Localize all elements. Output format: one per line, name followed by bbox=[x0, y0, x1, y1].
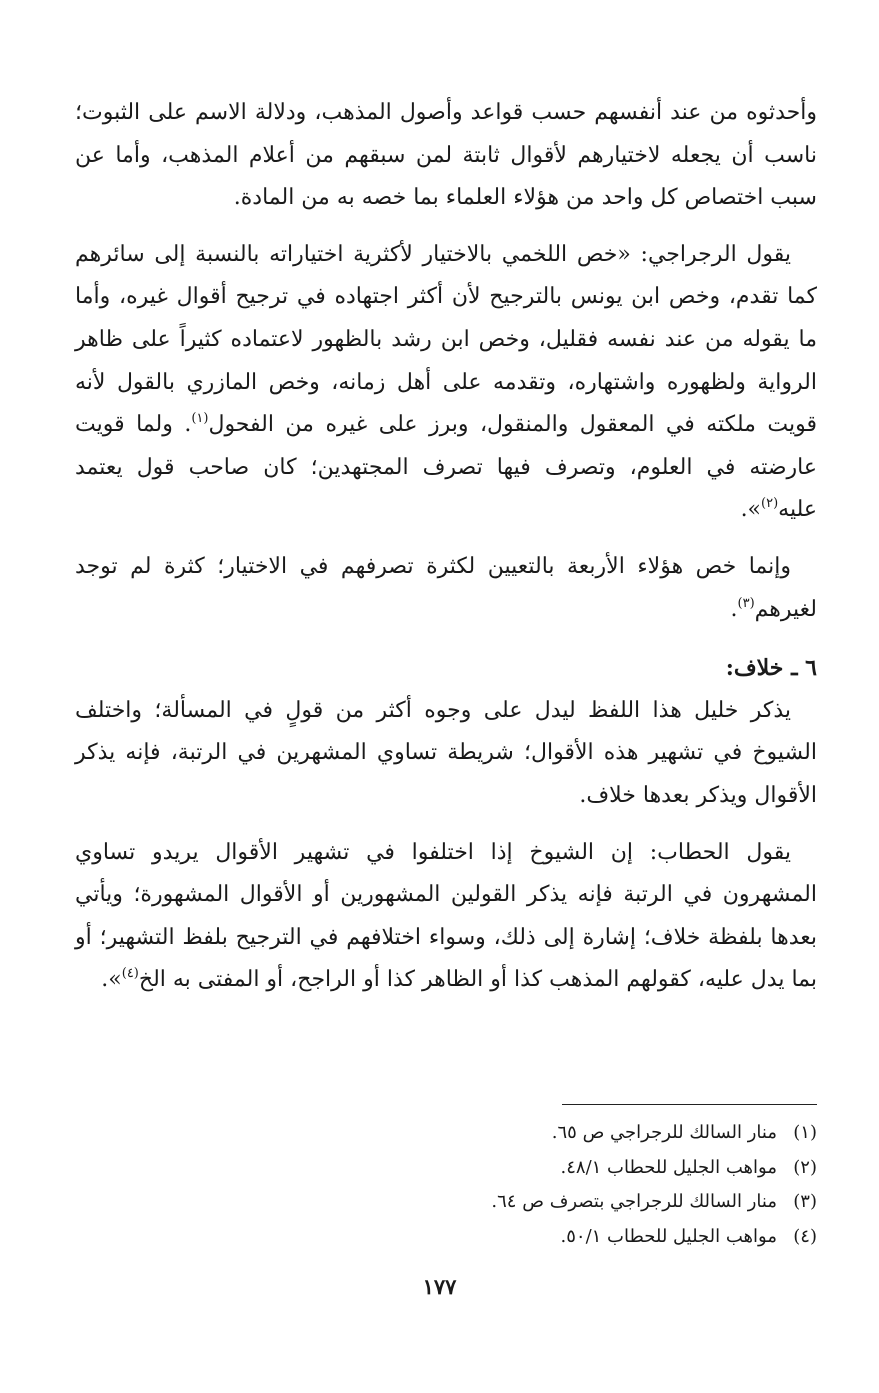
footnote-number: (٤) bbox=[793, 1225, 817, 1247]
page-number: ١٧٧ bbox=[422, 1274, 457, 1299]
footnote-number: (٣) bbox=[793, 1191, 817, 1212]
footnote-marker-3: (٣) bbox=[737, 595, 755, 611]
footnote-2 bbox=[75, 1151, 817, 1186]
paragraph-4 bbox=[75, 690, 817, 818]
footnote-text: مواهب الجليل للحطاب ٤٨/١. bbox=[560, 1156, 777, 1178]
paragraph-2-text-b: . ولما قويت عارضته في العلوم، وتصرف فيها تصرف المجتهدين؛ كان صاحب قول يعتمد عليه bbox=[75, 412, 817, 523]
paragraph-2-text-a: يقول الرجراجي: «خص اللخمي بالاختيار لأكثرية اختياراته بالنسبة إلى سائرهم كما تقدم، وخص ابن يونس بالترجيح لأن أكثر اجتهاده في ترجيح أقوال غيره، وأما ما يقوله من عند نفسه فقليل، وخص ابن رشد بالظهور لاعتماده كثيراً على ظاهر الرواية ولظهوره واشتهاره، وتقدمه على أهل زمانه، وخص المازري بالقول لأنه قويت ملكته في المعقول والمنقول، وبرز على غيره من الفحول bbox=[75, 241, 817, 438]
footnote-4 bbox=[75, 1220, 817, 1255]
paragraph-1 bbox=[75, 92, 817, 220]
paragraph-4-text: يذكر خليل هذا اللفظ ليدل على وجوه أكثر من قولٍ في المسألة؛ واختلف الشيوخ في تشهير هذه الأقوال؛ شريطة تساوي المشهرين في الرتبة، فإنه يذكر الأقوال ويذكر بعدها خلاف. bbox=[75, 697, 817, 808]
main-text bbox=[75, 92, 817, 1016]
paragraph-3-text-a: وإنما خص هؤلاء الأربعة بالتعيين لكثرة تصرفهم في الاختيار؛ كثرة لم توجد لغيرهم bbox=[75, 553, 817, 622]
paragraph-5 bbox=[75, 832, 817, 1002]
footnote-marker-4: (٤) bbox=[121, 966, 139, 982]
paragraph-3-text-b: . bbox=[730, 596, 738, 622]
paragraph-5-text-b: ». bbox=[101, 967, 122, 993]
footnotes bbox=[75, 1116, 817, 1254]
section-heading: ٦ ـ خلاف: bbox=[725, 655, 817, 682]
footnote-text: مواهب الجليل للحطاب ٥٠/١. bbox=[560, 1225, 777, 1247]
paragraph-2-text-c: ». bbox=[740, 497, 762, 523]
footnote-separator bbox=[562, 1104, 817, 1105]
paragraph-1-text: وأحدثوه من عند أنفسهم حسب قواعد وأصول المذهب، ودلالة الاسم على الثبوت؛ ناسب أن يجعله لاختيارهم لأقوال ثابتة لمن سبقهم من أعلام المذهب، وأما عن سبب اختصاص كل واحد من هؤلاء العلماء بما خصه به من المادة. bbox=[75, 100, 817, 211]
footnote-3 bbox=[75, 1185, 817, 1220]
footnote-1 bbox=[75, 1116, 817, 1151]
paragraph-2 bbox=[75, 234, 817, 532]
paragraph-3 bbox=[75, 546, 817, 631]
footnote-number: (٢) bbox=[793, 1156, 817, 1178]
footnote-marker-1: (١) bbox=[191, 411, 209, 427]
footnote-number: (١) bbox=[793, 1122, 817, 1143]
footnote-text: منار السالك للرجراجي بتصرف ص ٦٤. bbox=[491, 1191, 777, 1212]
paragraph-5-text-a: يقول الحطاب: إن الشيوخ إذا اختلفوا في تشهير الأقوال يريدو تساوي المشهرون في الرتبة فإنه يذكر القولين المشهورين أو الأقوال المشهورة؛ ويأتي بعدها بلفظة خلاف؛ إشارة إلى ذلك، وسواء اختلافهم في الترجيح بلفظ التشهير؛ أو بما يدل عليه، كقولهم المذهب كذا أو الظاهر كذا أو الراجح، أو المفتى به الخ bbox=[75, 839, 817, 993]
footnote-marker-2: (٢) bbox=[761, 496, 779, 512]
footnote-text: منار السالك للرجراجي ص ٦٥. bbox=[551, 1122, 777, 1143]
